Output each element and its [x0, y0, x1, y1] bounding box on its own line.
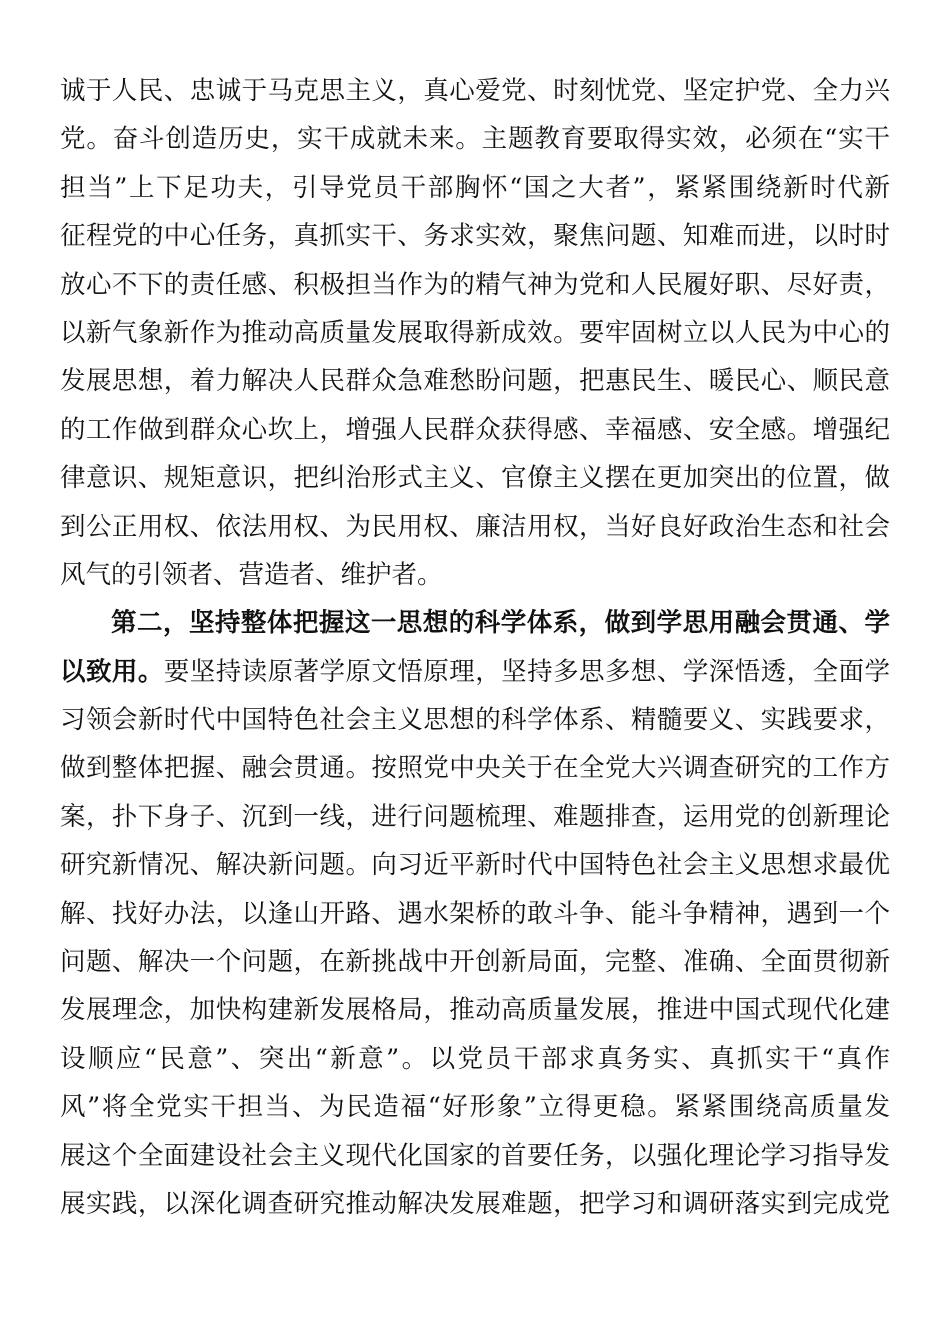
text-line: 放心不下的责任感、积极担当作为的精气神为党和人民履好职、尽好责，: [60, 269, 890, 300]
text-line: 担当”上下足功夫，引导党员干部胸怀“国之大者”，紧紧围绕新时代新: [60, 172, 890, 203]
text-line: 到公正用权、依法用权、为民用权、廉洁用权，当好良好政治生态和社会: [60, 511, 890, 542]
text-line: 问题、解决一个问题，在新挑战中开创新局面，完整、准确、全面贯彻新: [60, 947, 890, 978]
text-line: 研究新情况、解决新问题。向习近平新时代中国特色社会主义思想求最优: [60, 850, 890, 881]
text-line: 党。奋斗创造历史，实干成就未来。主题教育要取得实效，必须在“实干: [60, 124, 890, 155]
text-line: 习领会新时代中国特色社会主义思想的科学体系、精髓要义、实践要求，: [60, 705, 890, 736]
text-line: 设顺应“民意”、突出“新意”。以党员干部求真务实、真抓实干“真作: [60, 1043, 890, 1074]
text-line: 案，扑下身子、沉到一线，进行问题梳理、难题排查，运用党的创新理论: [60, 801, 890, 832]
text-line: 诚于人民、忠诚于马克思主义，真心爱党、时刻忧党、坚定护党、全力兴: [60, 76, 890, 106]
text-line: 风气的引领者、营造者、维护者。: [60, 559, 443, 590]
text-line: 做到整体把握、融会贯通。按照党中央关于在全党大兴调查研究的工作方: [60, 753, 890, 784]
text-line: 解、找好办法，以逢山开路、遇水架桥的敢斗争、能斗争精神，遇到一个: [60, 898, 890, 929]
text-line: [60, 648, 890, 696]
paragraph-2: [60, 599, 890, 1228]
text-line: 发展思想，着力解决人民群众急难愁盼问题，把惠民生、暖民心、顺民意: [60, 366, 890, 397]
text-line-rest: 要坚持读原著学原文悟原理，坚持多思多想、学深悟透，全面学: [163, 656, 890, 687]
text-line: 征程党的中心任务，真抓实干、务求实效，聚焦问题、知难而进，以时时: [60, 221, 890, 252]
text-line: 发展理念，加快构建新发展格局，推动高质量发展，推进中国式现代化建: [60, 995, 890, 1026]
text-line: 展实践，以深化调查研究推动解决发展难题，把学习和调研落实到完成党: [60, 1188, 890, 1219]
text-line: 风”将全党实干担当、为民造福“好形象”立得更稳。紧紧围绕高质量发: [60, 1092, 890, 1123]
section-heading: 第二，坚持整体把握这一思想的科学体系，做到学思用融会贯通、学: [111, 608, 890, 639]
text-line: 以新气象新作为推动高质量发展取得新成效。要牢固树立以人民为中心的: [60, 317, 890, 348]
section-heading-continuation: 以致用。: [60, 656, 164, 687]
paragraph-1: [60, 67, 890, 599]
text-line: 的工作做到群众心坎上，增强人民群众获得感、幸福感、安全感。增强纪: [60, 414, 890, 445]
document-page: [60, 67, 890, 1228]
text-line: 展这个全面建设社会主义现代化国家的首要任务，以强化理论学习指导发: [60, 1140, 890, 1171]
text-line: 律意识、规矩意识，把纠治形式主义、官僚主义摆在更加突出的位置，做: [60, 463, 890, 494]
